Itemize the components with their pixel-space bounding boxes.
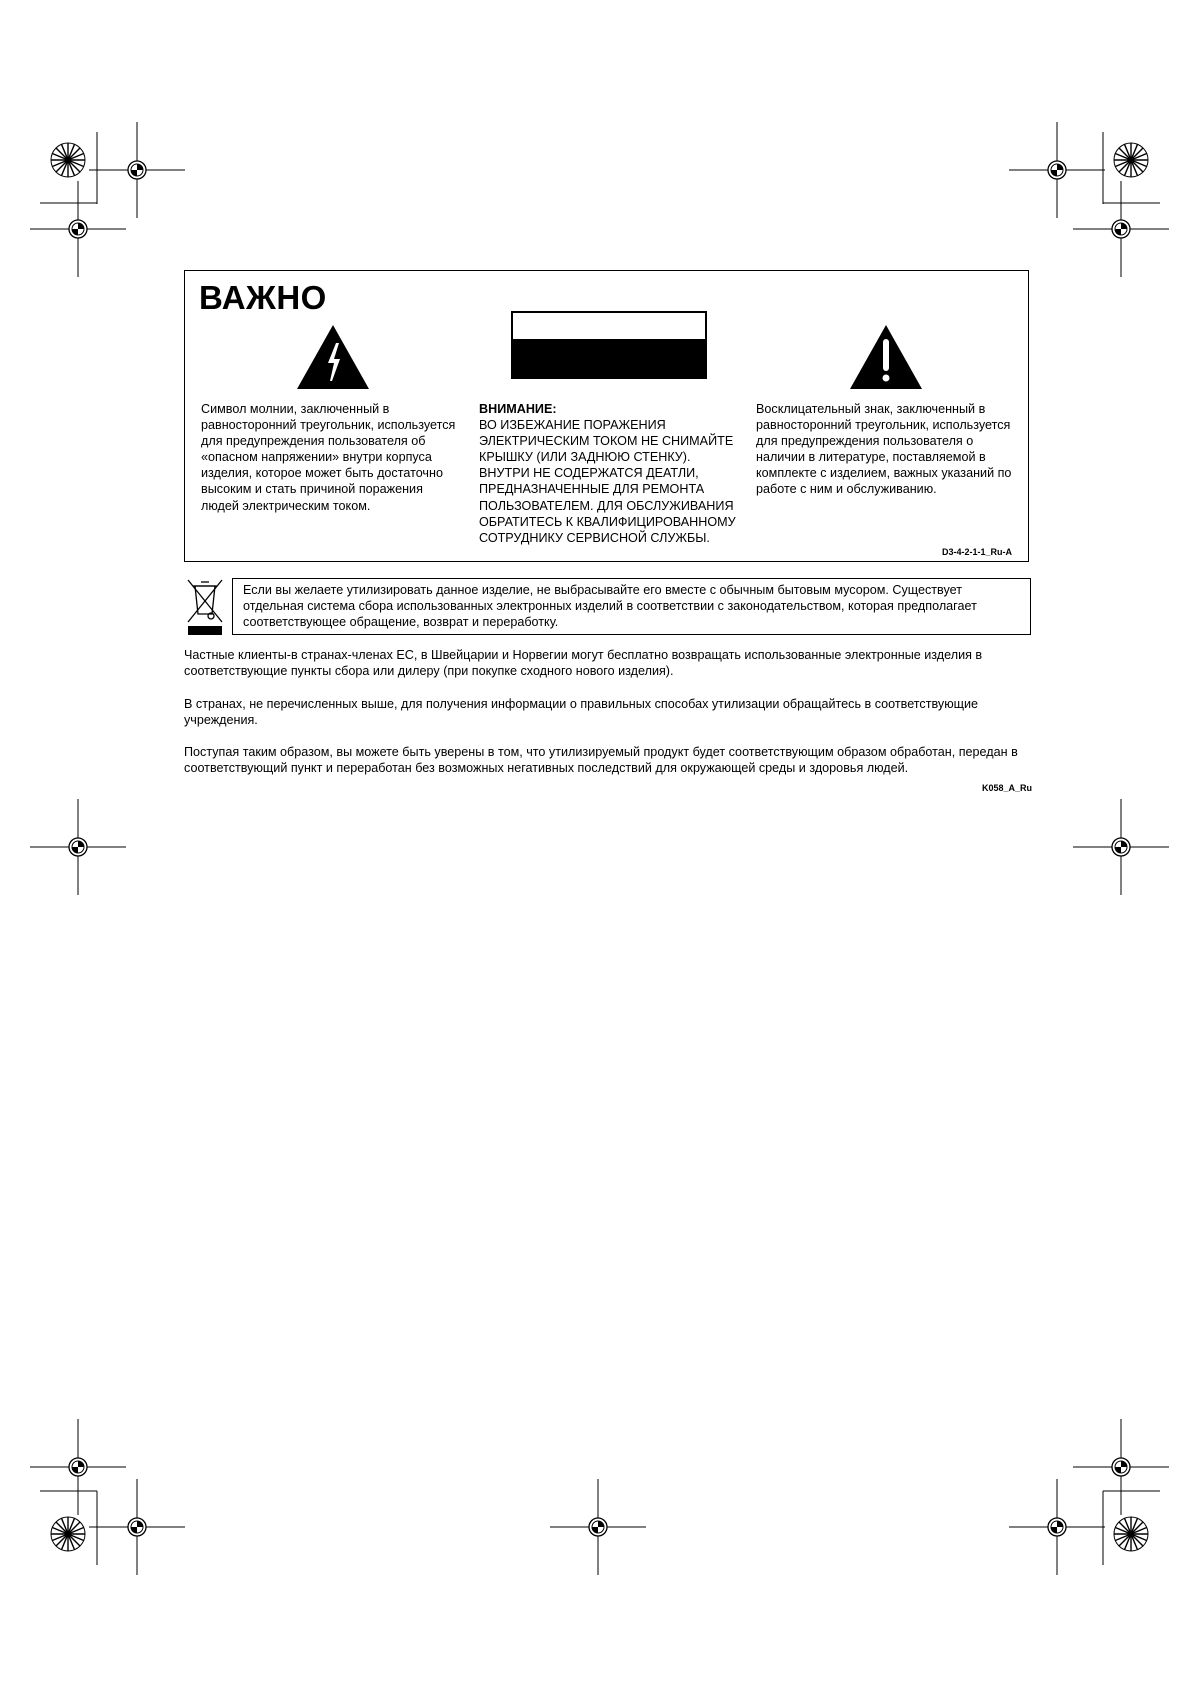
- disposal-paragraph-2: В странах, не перечисленных выше, для получения информации о правильных способах утилизации обращайтесь в соответствующие учреждения.: [184, 697, 979, 728]
- lightning-description: Символ молнии, заключенный в равносторонний треугольник, используется для предупреждения пользователя об «опасном напряжении» внутри корпуса изделия, которое может быть достаточно высоким и стать причиной поражения людей электрическим током.: [201, 402, 456, 513]
- caution-text: [479, 401, 737, 546]
- crossed-out-wheelie-bin-icon: [184, 578, 226, 636]
- disposal-code: K058_A_Ru: [981, 783, 1032, 793]
- disposal-paragraph-1: Частные клиенты-в странах-членах ЕС, в Швейцарии и Норвегии могут бесплатно возвращать использованные электронные изделия в соответствующие пункты сбора или дилеру (при покупке сходного нового изделия).: [184, 648, 983, 679]
- caution-heading: ВНИМАНИЕ:: [479, 402, 557, 416]
- important-code: D3-4-2-1-1_Ru-A: [941, 547, 1012, 557]
- caution-label-icon: [511, 311, 707, 379]
- disposal-notice-box: Если вы желаете утилизировать данное изделие, не выбрасывайте его вместе с обычным бытовым мусором. Существует отдельная система сбора использованных электронных изделий в соответствии с законодательством, которая предполагает соответствующее обращение, возврат и переработку.: [232, 578, 1031, 635]
- lightning-warning-triangle-icon: [297, 325, 369, 389]
- disposal-paragraph-3: Поступая таким образом, вы можете быть уверены в том, что утилизируемый продукт будет соответствующим образом обработан, передан в соответствующий пункт и переработан без возможных негативных последствий для окружающей среды и здоровья людей.: [184, 745, 1018, 776]
- exclamation-description: Восклицательный знак, заключенный в равносторонний треугольник, используется для предупреждения пользователя о наличии в литературе, поставляемой в комплекте с изделием, важных указаний по работе с ним и обслуживанию.: [756, 402, 1012, 497]
- exclamation-warning-triangle-icon: [850, 325, 922, 389]
- important-warning-box: [184, 270, 1029, 562]
- important-title: ВАЖНО: [199, 279, 327, 316]
- caution-body: ВО ИЗБЕЖАНИЕ ПОРАЖЕНИЯ ЭЛЕКТРИЧЕСКИМ ТОКОМ НЕ СНИМАЙТЕ КРЫШКУ (ИЛИ ЗАДНЮЮ СТЕНКУ). ВНУТРИ НЕ СОДЕРЖАТСЯ ДЕАТЛИ, ПРЕДНАЗНАЧЕННЫЕ ДЛЯ РЕМОНТА ПОЛЬЗОВАТЕЛЕМ. ДЛЯ ОБСЛУЖИВАНИЯ ОБРАТИТЕСЬ К КВАЛИФИЦИРОВАННОМУ СОТРУДНИКУ СЕРВИСНОЙ СЛУЖБЫ.: [479, 418, 736, 545]
